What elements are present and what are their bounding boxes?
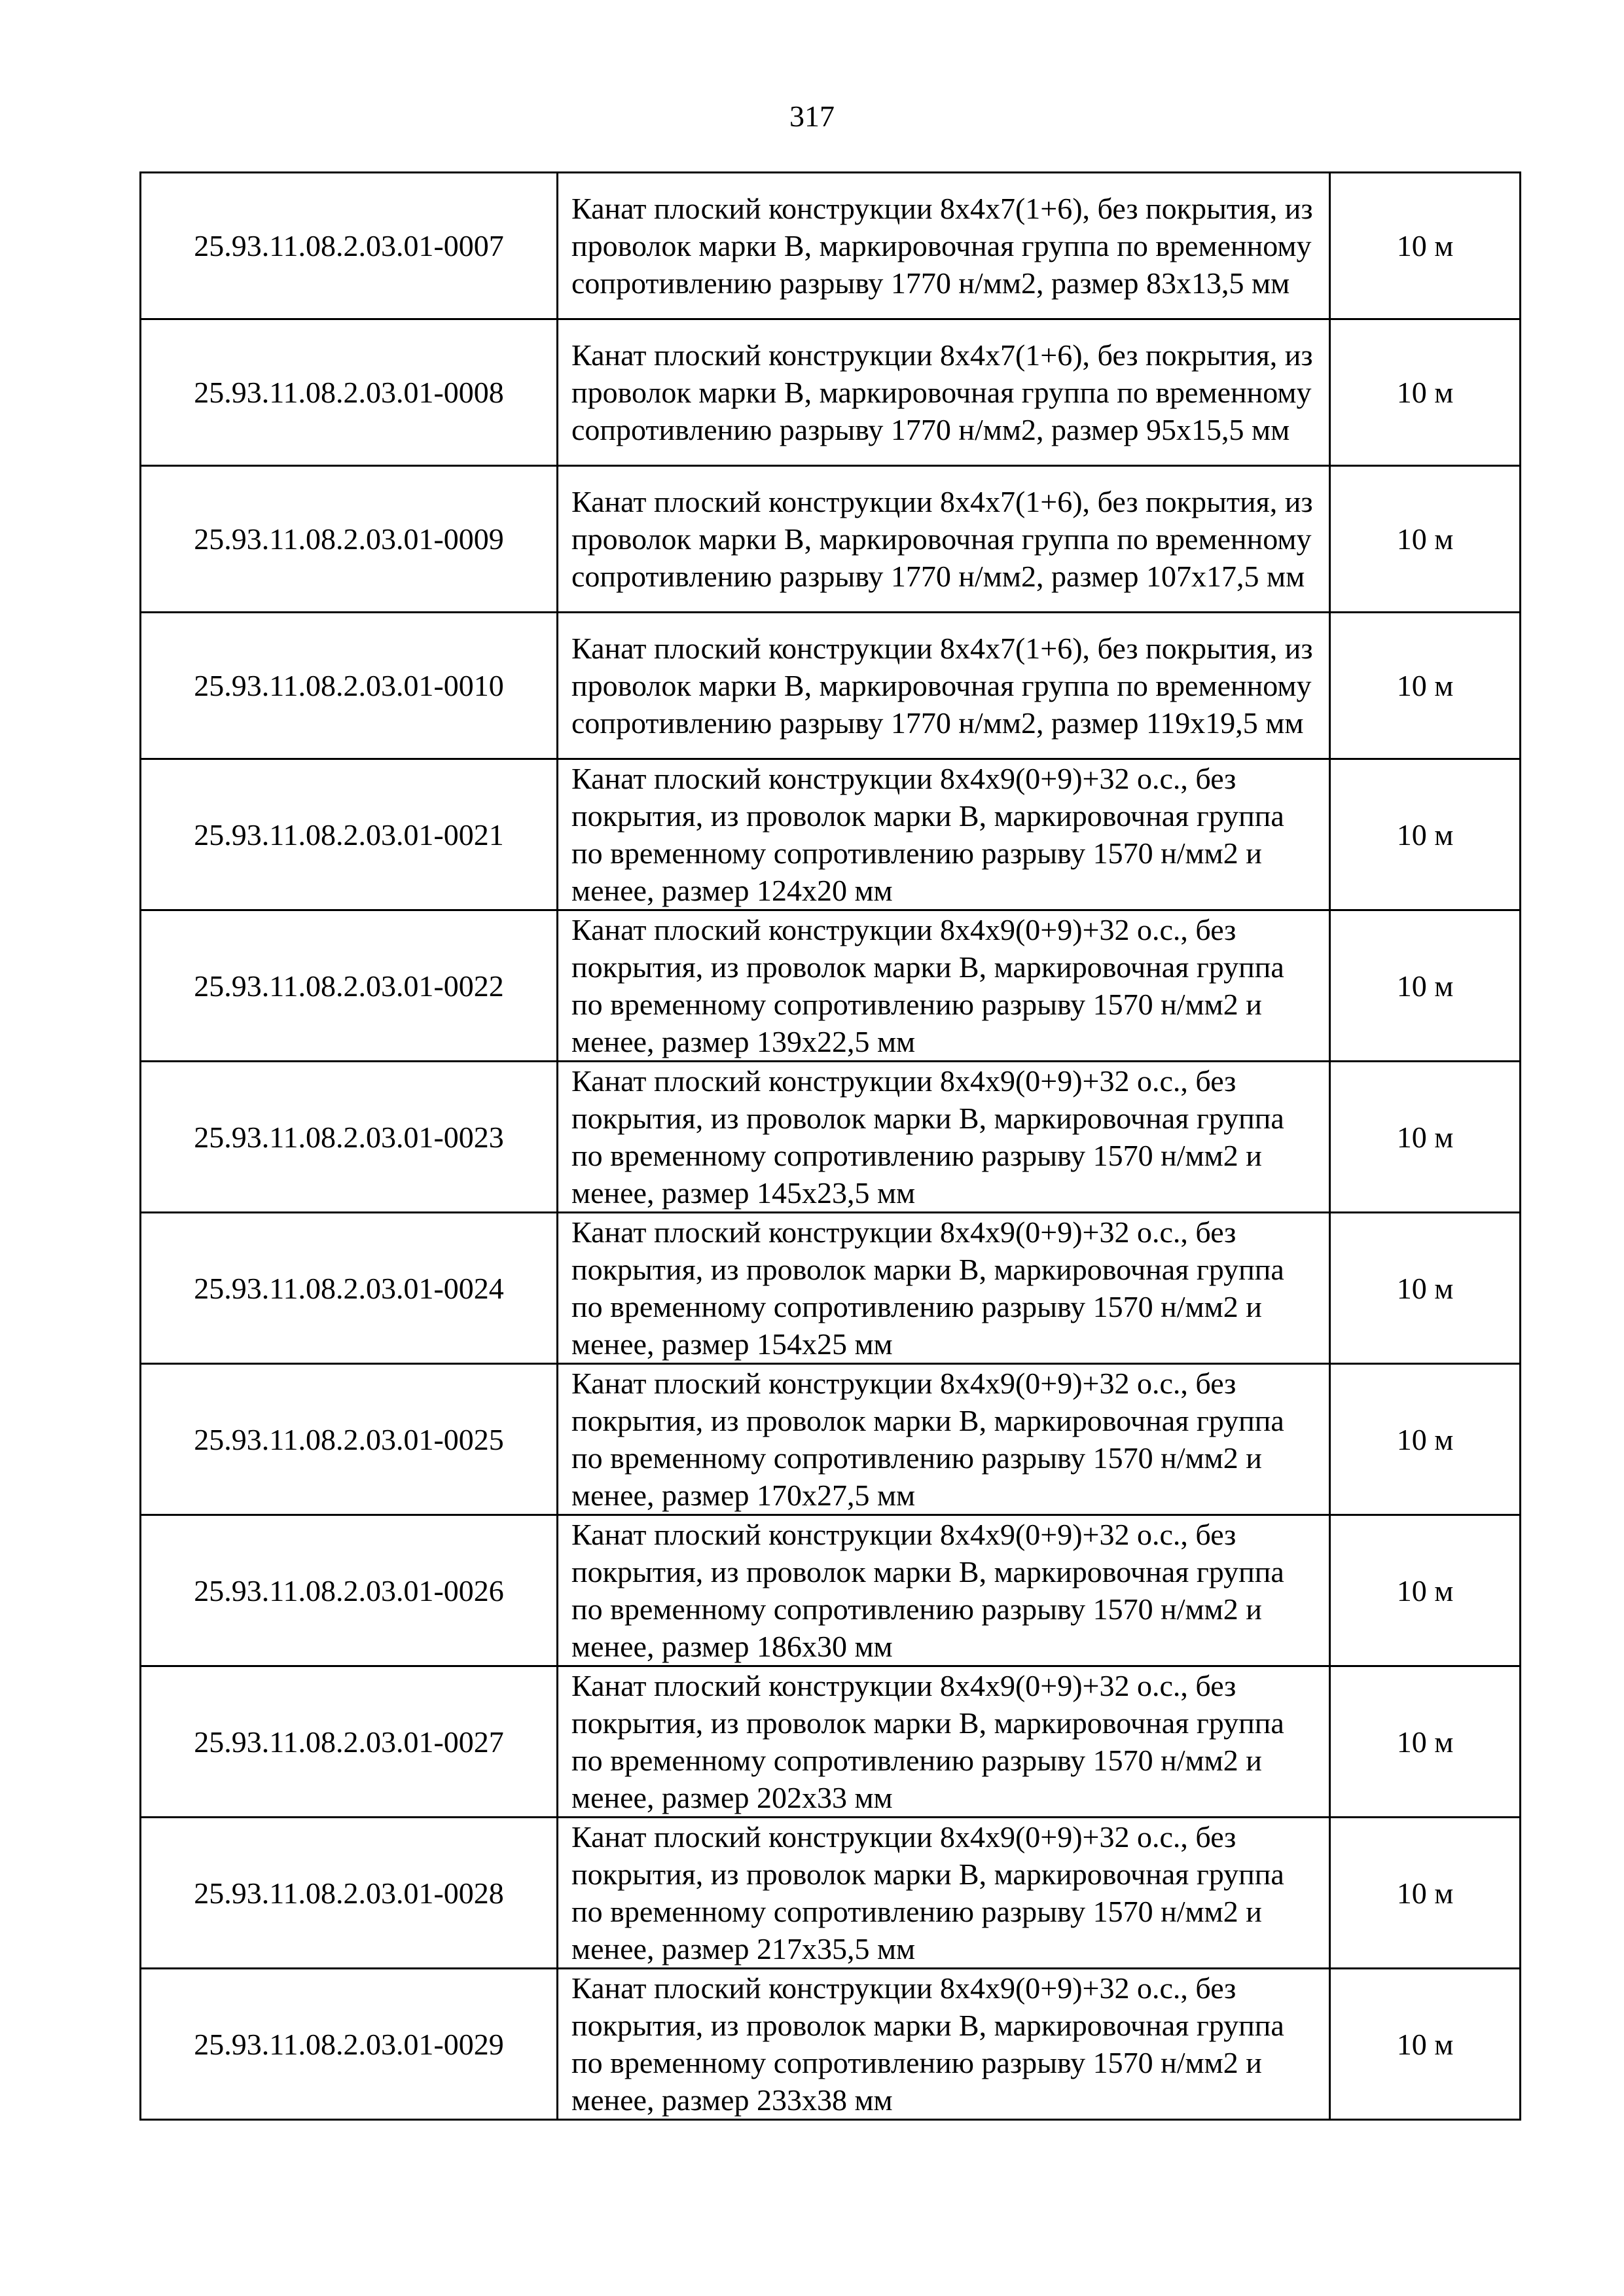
- resource-description-cell: Канат плоский конструкции 8x4x7(1+6), без покрытия, из проволок марки В, маркировочная группа по временному сопротивлению разрыву 1770 н/мм2, размер 107x17,5 мм: [558, 466, 1330, 613]
- resource-description-cell: Канат плоский конструкции 8x4x9(0+9)+32 о.с., без покрытия, из проволок марки В, маркировочная группа по временному сопротивлению разрыву 1570 н/мм2 и менее, размер 124x20 мм: [558, 759, 1330, 910]
- table-row: [141, 613, 1521, 759]
- table-row: [141, 1062, 1521, 1213]
- unit-cell: 10 м: [1330, 759, 1521, 910]
- resource-description-cell: Канат плоский конструкции 8x4x9(0+9)+32 о.с., без покрытия, из проволок марки В, маркировочная группа по временному сопротивлению разрыву 1570 н/мм2 и менее, размер 139x22,5 мм: [558, 910, 1330, 1062]
- unit-cell: 10 м: [1330, 173, 1521, 319]
- unit-cell: 10 м: [1330, 910, 1521, 1062]
- unit-cell: 10 м: [1330, 1818, 1521, 1969]
- resource-code-cell: 25.93.11.08.2.03.01-0022: [141, 910, 558, 1062]
- resource-code-cell: 25.93.11.08.2.03.01-0025: [141, 1364, 558, 1515]
- resource-code-cell: 25.93.11.08.2.03.01-0026: [141, 1515, 558, 1666]
- table-row: [141, 1515, 1521, 1666]
- resource-description-cell: Канат плоский конструкции 8x4x9(0+9)+32 о.с., без покрытия, из проволок марки В, маркировочная группа по временному сопротивлению разрыву 1570 н/мм2 и менее, размер 154x25 мм: [558, 1213, 1330, 1364]
- table-row: [141, 910, 1521, 1062]
- unit-cell: 10 м: [1330, 466, 1521, 613]
- unit-cell: 10 м: [1330, 1062, 1521, 1213]
- unit-cell: 10 м: [1330, 613, 1521, 759]
- table-row: [141, 1666, 1521, 1818]
- unit-cell: 10 м: [1330, 1364, 1521, 1515]
- resource-description-cell: Канат плоский конструкции 8x4x7(1+6), без покрытия, из проволок марки В, маркировочная группа по временному сопротивлению разрыву 1770 н/мм2, размер 83x13,5 мм: [558, 173, 1330, 319]
- table-row: [141, 759, 1521, 910]
- table-row: [141, 466, 1521, 613]
- unit-cell: 10 м: [1330, 1666, 1521, 1818]
- resource-code-cell: 25.93.11.08.2.03.01-0007: [141, 173, 558, 319]
- resource-description-cell: Канат плоский конструкции 8x4x7(1+6), без покрытия, из проволок марки В, маркировочная группа по временному сопротивлению разрыву 1770 н/мм2, размер 119x19,5 мм: [558, 613, 1330, 759]
- resource-code-cell: 25.93.11.08.2.03.01-0029: [141, 1969, 558, 2120]
- unit-cell: 10 м: [1330, 1969, 1521, 2120]
- resource-code-cell: 25.93.11.08.2.03.01-0028: [141, 1818, 558, 1969]
- resource-description-cell: Канат плоский конструкции 8x4x9(0+9)+32 о.с., без покрытия, из проволок марки В, маркировочная группа по временному сопротивлению разрыву 1570 н/мм2 и менее, размер 233x38 мм: [558, 1969, 1330, 2120]
- resource-code-cell: 25.93.11.08.2.03.01-0008: [141, 319, 558, 466]
- table-row: [141, 1818, 1521, 1969]
- unit-cell: 10 м: [1330, 1213, 1521, 1364]
- unit-cell: 10 м: [1330, 319, 1521, 466]
- resource-code-cell: 25.93.11.08.2.03.01-0027: [141, 1666, 558, 1818]
- page-number: 317: [789, 99, 835, 133]
- resource-table: [139, 171, 1521, 2121]
- resource-description-cell: Канат плоский конструкции 8x4x9(0+9)+32 о.с., без покрытия, из проволок марки В, маркировочная группа по временному сопротивлению разрыву 1570 н/мм2 и менее, размер 145x23,5 мм: [558, 1062, 1330, 1213]
- resource-description-cell: Канат плоский конструкции 8x4x9(0+9)+32 о.с., без покрытия, из проволок марки В, маркировочная группа по временному сопротивлению разрыву 1570 н/мм2 и менее, размер 202x33 мм: [558, 1666, 1330, 1818]
- resource-description-cell: Канат плоский конструкции 8x4x9(0+9)+32 о.с., без покрытия, из проволок марки В, маркировочная группа по временному сопротивлению разрыву 1570 н/мм2 и менее, размер 186x30 мм: [558, 1515, 1330, 1666]
- table-row: [141, 319, 1521, 466]
- resource-description-cell: Канат плоский конструкции 8x4x9(0+9)+32 о.с., без покрытия, из проволок марки В, маркировочная группа по временному сопротивлению разрыву 1570 н/мм2 и менее, размер 170x27,5 мм: [558, 1364, 1330, 1515]
- resource-description-cell: Канат плоский конструкции 8x4x9(0+9)+32 о.с., без покрытия, из проволок марки В, маркировочная группа по временному сопротивлению разрыву 1570 н/мм2 и менее, размер 217x35,5 мм: [558, 1818, 1330, 1969]
- table-row: [141, 1969, 1521, 2120]
- resource-description-cell: Канат плоский конструкции 8x4x7(1+6), без покрытия, из проволок марки В, маркировочная группа по временному сопротивлению разрыву 1770 н/мм2, размер 95x15,5 мм: [558, 319, 1330, 466]
- resource-code-cell: 25.93.11.08.2.03.01-0010: [141, 613, 558, 759]
- resource-code-cell: 25.93.11.08.2.03.01-0023: [141, 1062, 558, 1213]
- unit-cell: 10 м: [1330, 1515, 1521, 1666]
- table-row: [141, 173, 1521, 319]
- resource-code-cell: 25.93.11.08.2.03.01-0021: [141, 759, 558, 910]
- resource-code-cell: 25.93.11.08.2.03.01-0024: [141, 1213, 558, 1364]
- resource-code-cell: 25.93.11.08.2.03.01-0009: [141, 466, 558, 613]
- table-row: [141, 1213, 1521, 1364]
- table-row: [141, 1364, 1521, 1515]
